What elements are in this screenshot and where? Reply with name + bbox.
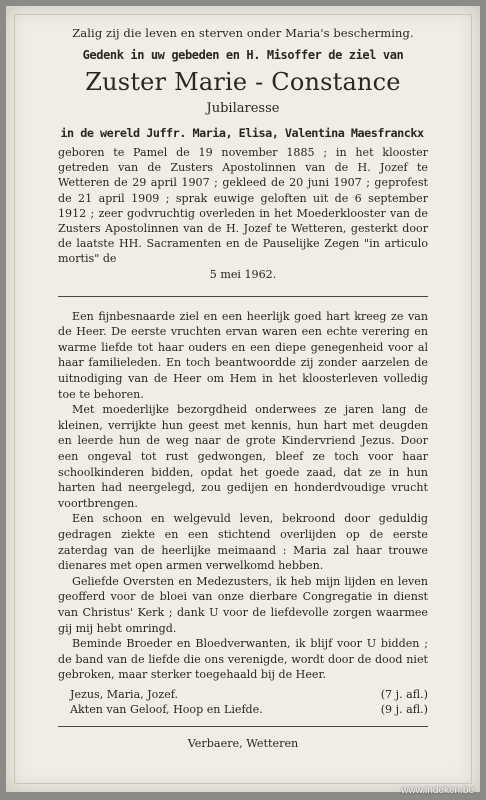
paragraph: Beminde Broeder en Bloedverwanten, ik blijf voor U bidden ; de band van de liefde die ons verenigde, wordt door de dood niet gebroken, maar sterker toegehaald bij de Heer. <box>58 637 428 682</box>
indulgence-prayers <box>58 687 428 718</box>
biography: geboren te Pamel de 19 november 1885 ; in het klooster getreden van de Zusters Apostolinnen van de H. Jozef te Wetteren de 29 april 1907 ; gekleed de 20 juni 1907 ; geprofest de 21 april 1909 ; sprak euwige geloften uit de 6 september 1912 ; zeer godvruchtig overleden in het Moederklooster van de Zusters Apostolinnen van de H. Jozef te Wetteren, gesterkt door de laatste HH. Sacramenten en de Pauselijke Zegen "in articulo mortis" de <box>58 146 428 266</box>
paragraph: Een schoon en welgevuld leven, bekroond door geduldig gedragen ziekte en een stichtend overlijden op de eerste zaterdag van de heerlijke meimaand : Maria zal haar trouwe dienares met open armen verwelkomd hebben. <box>58 512 428 573</box>
card-content <box>58 24 428 750</box>
paragraph: Een fijnbesnaarde ziel en een heerlijk goed hart kreeg ze van de Heer. De eerste vruchten ervan waren een echte verering en warme liefde tot haar ouders en een diepe genegenheid voor al haar familieleden. En toch beantwoordde zij zonder aarzelen de uitnodiging van de Heer om Hem in het kloosterleven volledig toe te behoren. <box>58 309 428 401</box>
watermark: www.indeken.be <box>401 785 474 796</box>
indulgence: (7 j. afl.) <box>380 687 428 701</box>
prayer-row <box>58 687 428 703</box>
prayer-line: Gedenk in uw gebeden en H. Misoffer de ziel van <box>82 48 404 62</box>
world-name: in de wereld Juffr. Maria, Elisa, Valentina Maesfranckx <box>60 126 424 140</box>
divider-top <box>58 296 428 297</box>
prayer-row <box>58 702 428 718</box>
death-date: 5 mei 1962. <box>209 267 277 281</box>
paragraph: Geliefde Oversten en Medezusters, ik heb mijn lijden en leven geofferd voor de bloei van onze dierbare Congregatie in dienst van Christus' Kerk ; dank U voor de liefdevolle zorgen waarmee gij mij hebt omringd. <box>58 574 428 635</box>
printer-name: Verbaere, Wetteren <box>187 737 299 751</box>
paragraph: Met moederlijke bezorgdheid onderwees ze jaren lang de kleinen, verrijkte hun geest met kennis, hun hart met deugden en leerde hun de weg naar de grote Kindervriend Jezus. Door een ongeval tot rust gedwongen, bleef ze toch voor haar schoolkinderen bidden, opdat het goede zaad, dat ze in hun harten had neergelegd, zou gedijen en honderdvoudige vrucht voortbrengen. <box>58 403 428 510</box>
deceased-name: Zuster Marie - Constance <box>85 68 401 96</box>
prayer-text: Akten van Geloof, Hoop en Liefde. <box>70 703 263 717</box>
indulgence: (9 j. afl.) <box>380 703 428 717</box>
motto: Zalig zij die leven en sterven onder Maria's bescherming. <box>72 26 414 40</box>
memorial-card <box>6 6 480 792</box>
memorial-text <box>58 309 428 683</box>
subtitle: Jubilaresse <box>206 101 280 116</box>
prayer-text: Jezus, Maria, Jozef. <box>70 687 179 701</box>
divider-bottom <box>58 726 428 727</box>
